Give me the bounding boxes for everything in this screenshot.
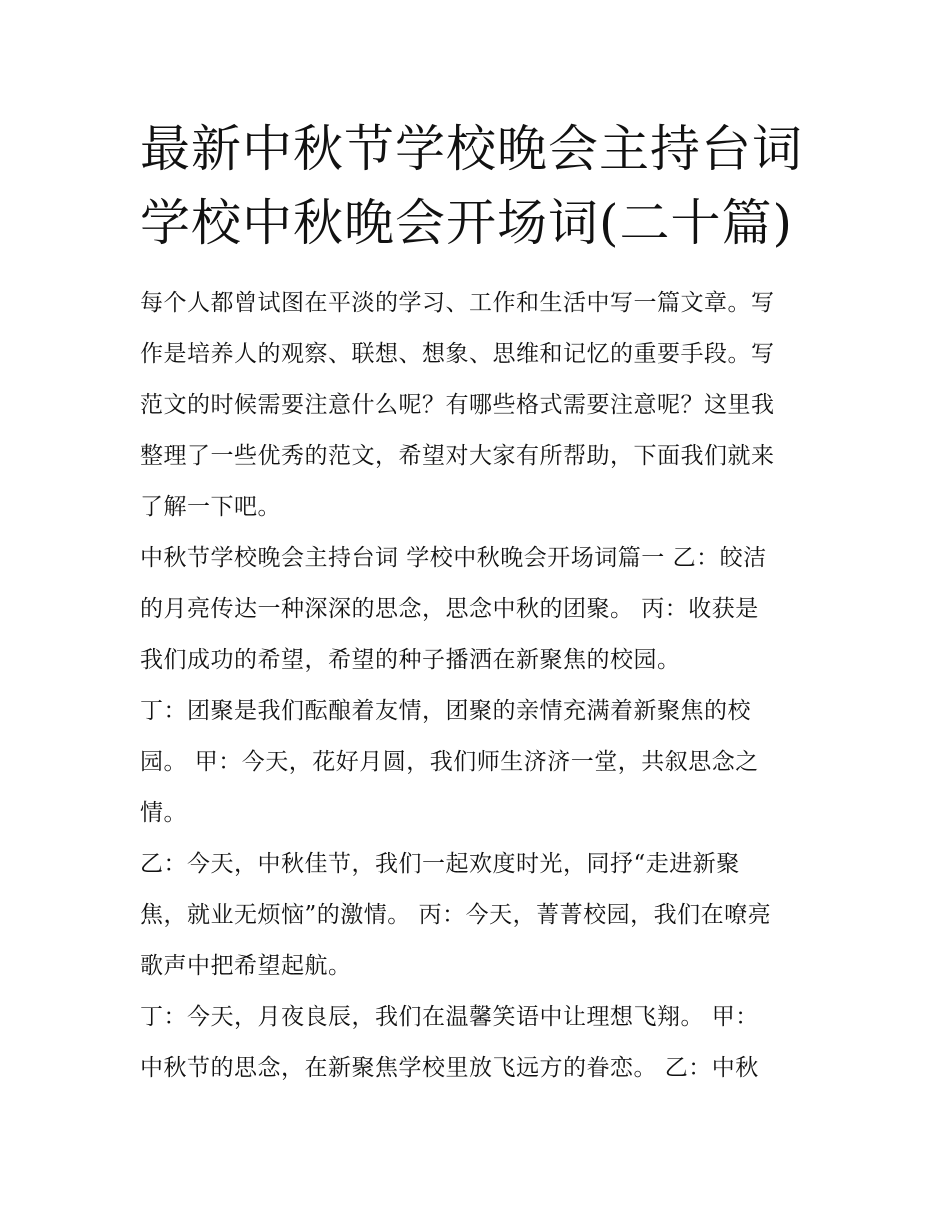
paragraph	[140, 839, 820, 992]
document-body	[140, 278, 820, 1094]
document-title	[140, 112, 820, 260]
paragraph	[140, 533, 820, 686]
text-line: 丁：团聚是我们酝酿着友情，团聚的亲情充满着新聚焦的校	[140, 698, 751, 724]
text-line: 焦，就业无烦恼”的激情。 丙：今天，菁菁校园，我们在嘹亮	[140, 902, 772, 928]
text-line: 范文的时候需要注意什么呢？有哪些格式需要注意呢？这里我	[140, 392, 775, 418]
text-line: 丁：今天，月夜良辰，我们在温馨笑语中让理想飞翔。 甲：	[140, 1004, 759, 1030]
paragraph-intro	[140, 278, 820, 533]
text-line: 中秋节学校晚会主持台词 学校中秋晚会开场词篇一 乙：皎洁	[140, 545, 767, 571]
text-line: 园。 甲：今天，花好月圆，我们师生济济一堂，共叙思念之	[140, 749, 759, 775]
text-line: 情。	[140, 800, 187, 826]
paragraph	[140, 992, 820, 1094]
text-line: 中秋节的思念，在新聚焦学校里放飞远方的眷恋。 乙：中秋	[140, 1055, 759, 1081]
text-line: 了解一下吧。	[140, 494, 281, 520]
text-line: 我们成功的希望，希望的种子播洒在新聚焦的校园。	[140, 647, 681, 673]
text-line: 乙：今天，中秋佳节，我们一起欢度时光，同抒“走进新聚	[140, 851, 740, 877]
text-line: 作是培养人的观察、联想、想象、思维和记忆的重要手段。写	[140, 341, 775, 367]
text-line: 整理了一些优秀的范文，希望对大家有所帮助，下面我们就来	[140, 443, 775, 469]
paragraph	[140, 686, 820, 839]
text-line: 歌声中把希望起航。	[140, 953, 352, 979]
text-line: 每个人都曾试图在平淡的学习、工作和生活中写一篇文章。写	[140, 290, 775, 316]
title-line: 最新中秋节学校晚会主持台词	[140, 120, 803, 178]
text-line: 的月亮传达一种深深的思念，思念中秋的团聚。 丙：收获是	[140, 596, 759, 622]
title-line: 学校中秋晚会开场词(二十篇)	[140, 194, 794, 252]
